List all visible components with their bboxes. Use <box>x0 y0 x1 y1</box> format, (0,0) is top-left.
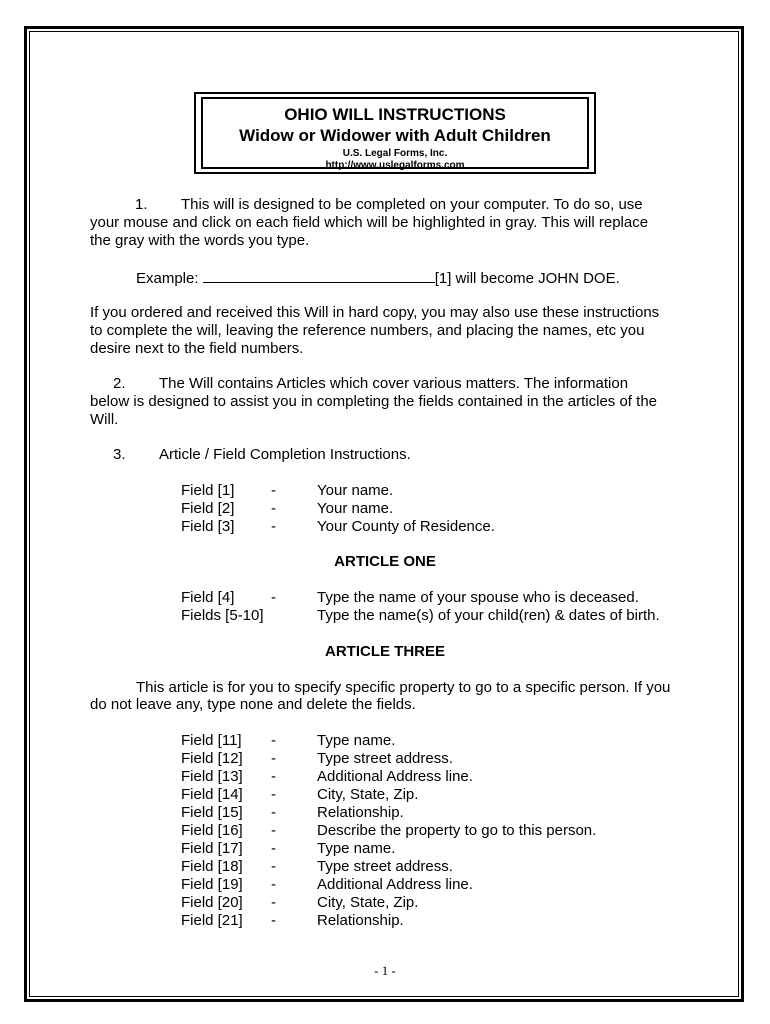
article-one-heading: ARTICLE ONE <box>334 553 436 570</box>
field-dash: - <box>271 768 276 785</box>
document-title: OHIO WILL INSTRUCTIONS <box>284 105 506 124</box>
field-label: Field [17] <box>181 840 243 857</box>
field-label: Field [4] <box>181 589 235 606</box>
field-label: Field [15] <box>181 804 243 821</box>
field-description: Type street address. <box>317 858 453 875</box>
field-label: Field [2] <box>181 500 235 517</box>
field-label: Field [20] <box>181 894 243 911</box>
field-description: Type name. <box>317 840 396 857</box>
example-line <box>136 268 620 288</box>
field-description: Describe the property to go to this person. <box>317 822 597 839</box>
field-dash: - <box>271 912 276 929</box>
hardcopy-line3: desire next to the field numbers. <box>90 340 304 357</box>
item1-number: 1. <box>135 196 148 213</box>
field-dash: - <box>271 894 276 911</box>
item1-line3: the gray with the words you type. <box>90 232 310 249</box>
field-description: Type the name(s) of your child(ren) & dates of birth. <box>317 607 660 624</box>
field-description: Your name. <box>317 500 394 517</box>
field-label: Field [3] <box>181 518 235 535</box>
article-three-intro-line2: do not leave any, type none and delete the fields. <box>90 696 416 713</box>
example-blank-field <box>203 268 435 283</box>
field-description: Relationship. <box>317 804 404 821</box>
item3-number: 3. <box>113 446 126 463</box>
field-dash: - <box>271 822 276 839</box>
field-dash: - <box>271 876 276 893</box>
field-dash: - <box>271 732 276 749</box>
field-dash: - <box>271 589 276 606</box>
field-description: Type name. <box>317 732 396 749</box>
field-description: Additional Address line. <box>317 876 473 893</box>
field-label: Field [12] <box>181 750 243 767</box>
field-dash: - <box>271 840 276 857</box>
example-suffix: [1] will become JOHN DOE. <box>434 270 620 287</box>
field-label: Field [19] <box>181 876 243 893</box>
field-label: Field [16] <box>181 822 243 839</box>
document-subtitle: Widow or Widower with Adult Children <box>239 126 551 145</box>
field-label: Field [1] <box>181 482 235 499</box>
item3-text: Article / Field Completion Instructions. <box>159 446 411 463</box>
field-label: Field [18] <box>181 858 243 875</box>
field-description: Type the name of your spouse who is deceased. <box>317 589 639 606</box>
item2-number: 2. <box>113 375 126 392</box>
item2-line3: Will. <box>90 411 119 428</box>
field-dash: - <box>271 500 276 517</box>
field-label: Field [11] <box>181 732 242 749</box>
hardcopy-line1: If you ordered and received this Will in hard copy, you may also use these instructions <box>90 304 660 321</box>
article-three-intro-line1: This article is for you to specify specific property to go to a specific person. If you <box>136 679 671 696</box>
field-description: Relationship. <box>317 912 404 929</box>
item2-line1: The Will contains Articles which cover various matters. The information <box>159 375 629 392</box>
field-label: Field [21] <box>181 912 243 929</box>
field-description: Your name. <box>317 482 394 499</box>
field-dash: - <box>271 786 276 803</box>
item2-line2: below is designed to assist you in completing the fields contained in the articles of the <box>90 393 657 410</box>
hardcopy-line2: to complete the will, leaving the reference numbers, and placing the names, etc you <box>90 322 645 339</box>
field-dash: - <box>271 804 276 821</box>
field-description: City, State, Zip. <box>317 894 419 911</box>
field-description: Type street address. <box>317 750 453 767</box>
field-dash: - <box>271 482 276 499</box>
field-dash: - <box>271 518 276 535</box>
item1-line2: your mouse and click on each field which will be highlighted in gray. This will replace <box>90 214 649 231</box>
field-label: Field [13] <box>181 768 243 785</box>
field-description: City, State, Zip. <box>317 786 419 803</box>
publisher-name: U.S. Legal Forms, Inc. <box>342 148 448 159</box>
field-dash: - <box>271 750 276 767</box>
field-description: Your County of Residence. <box>317 518 495 535</box>
field-label: Field [14] <box>181 786 243 803</box>
field-description: Additional Address line. <box>317 768 473 785</box>
example-prefix: Example: <box>136 270 199 287</box>
field-dash: - <box>271 858 276 875</box>
publisher-url: http://www.uslegalforms.com <box>325 160 465 171</box>
item1-line1: This will is designed to be completed on your computer. To do so, use <box>181 196 643 213</box>
page-number: - 1 - <box>374 963 396 978</box>
field-label: Fields [5-10] <box>181 607 264 624</box>
title-box <box>201 97 589 169</box>
article-three-heading: ARTICLE THREE <box>325 643 445 660</box>
